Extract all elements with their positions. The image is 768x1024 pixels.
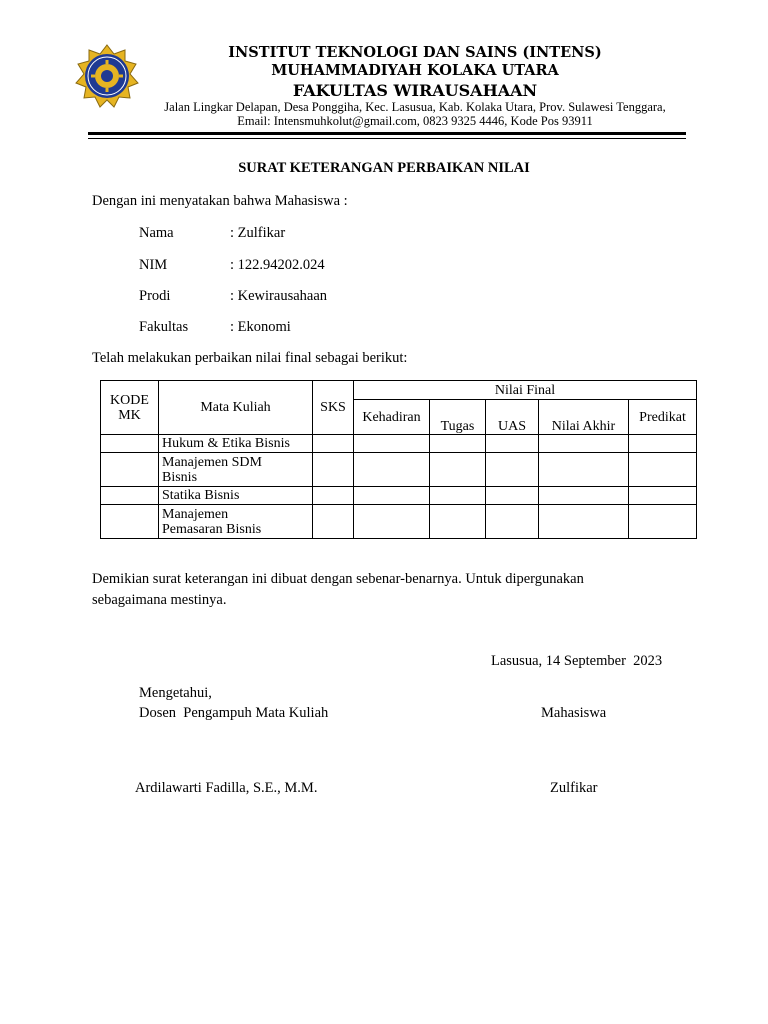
cell-kehadiran xyxy=(354,487,430,505)
column-header-tugas: Tugas xyxy=(430,400,486,435)
cell-predikat xyxy=(629,453,697,487)
cell-predikat xyxy=(629,487,697,505)
student-role: Mahasiswa xyxy=(541,705,607,721)
field-value-nim: : 122.94202.024 xyxy=(230,257,325,273)
field-label-nama: Nama xyxy=(139,225,174,241)
column-header-mata-kuliah: Mata Kuliah xyxy=(159,381,313,435)
closing-text-line2: sebagaimana mestinya. xyxy=(92,592,227,608)
cell-sks xyxy=(313,435,354,453)
column-header-uas: UAS xyxy=(486,400,539,435)
column-header-predikat: Predikat xyxy=(629,400,697,435)
cell-kode xyxy=(101,487,159,505)
cell-kehadiran xyxy=(354,435,430,453)
cell-kehadiran xyxy=(354,453,430,487)
cell-kode xyxy=(101,435,159,453)
cell-predikat xyxy=(629,505,697,539)
document-title: SURAT KETERANGAN PERBAIKAN NILAI xyxy=(238,160,530,176)
institution-name: INSTITUT TEKNOLOGI DAN SAINS (INTENS) xyxy=(228,44,602,61)
cell-mata-kuliah: Manajemen SDM Bisnis xyxy=(159,453,313,487)
cell-mata-kuliah: Hukum & Etika Bisnis xyxy=(159,435,313,453)
place-date: Lasusua, 14 September 2023 xyxy=(491,653,663,669)
field-label-fakultas: Fakultas xyxy=(139,319,189,335)
university-seal-icon xyxy=(68,44,146,108)
field-value-nama: : Zulfikar xyxy=(230,225,286,241)
lecturer-name: Ardilawarti Fadilla, S.E., M.M. xyxy=(135,780,318,796)
table-row xyxy=(101,453,697,487)
cell-uas xyxy=(486,505,539,539)
table-row xyxy=(101,435,697,453)
cell-sks xyxy=(313,487,354,505)
foundation-name: MUHAMMADIYAH KOLAKA UTARA xyxy=(271,62,559,79)
intro-text: Dengan ini menyatakan bahwa Mahasiswa : xyxy=(92,193,348,209)
column-header-sks: SKS xyxy=(313,381,354,435)
letterhead-divider-thin xyxy=(88,138,686,139)
cell-uas xyxy=(486,487,539,505)
column-header-kehadiran: Kehadiran xyxy=(354,400,430,435)
faculty-name: FAKULTAS WIRAUSAHAAN xyxy=(292,81,538,100)
column-header-nilai-akhir: Nilai Akhir xyxy=(539,400,629,435)
letterhead-divider-thick xyxy=(88,132,686,135)
field-value-prodi: : Kewirausahaan xyxy=(230,288,328,304)
cell-nilai-akhir xyxy=(539,487,629,505)
cell-tugas xyxy=(430,435,486,453)
institution-contact: Email: Intensmuhkolut@gmail.com, 0823 9325 4446, Kode Pos 93911 xyxy=(237,114,593,128)
lecturer-role: Dosen Pengampuh Mata Kuliah xyxy=(139,705,329,721)
cell-mata-kuliah: Manajemen Pemasaran Bisnis xyxy=(159,505,313,539)
acknowledged-label: Mengetahui, xyxy=(139,685,212,701)
cell-sks xyxy=(313,453,354,487)
cell-kode xyxy=(101,505,159,539)
cell-uas xyxy=(486,453,539,487)
cell-kode xyxy=(101,453,159,487)
cell-tugas xyxy=(430,453,486,487)
cell-tugas xyxy=(430,505,486,539)
field-label-prodi: Prodi xyxy=(139,288,171,304)
cell-predikat xyxy=(629,435,697,453)
student-name: Zulfikar xyxy=(550,780,598,796)
cell-mata-kuliah: Statika Bisnis xyxy=(159,487,313,505)
field-label-nim: NIM xyxy=(139,257,168,273)
table-row xyxy=(101,487,697,505)
column-header-kode: KODE MK xyxy=(101,381,159,435)
cell-kehadiran xyxy=(354,505,430,539)
cell-sks xyxy=(313,505,354,539)
cell-uas xyxy=(486,435,539,453)
column-group-nilai-final: Nilai Final xyxy=(354,381,697,400)
cell-nilai-akhir xyxy=(539,453,629,487)
cell-tugas xyxy=(430,487,486,505)
cell-nilai-akhir xyxy=(539,435,629,453)
institution-address: Jalan Lingkar Delapan, Desa Ponggiha, Kec. Lasusua, Kab. Kolaka Utara, Prov. Sulawesi Tenggara, xyxy=(164,100,666,114)
table-intro-text: Telah melakukan perbaikan nilai final sebagai berikut: xyxy=(92,350,408,366)
field-value-fakultas: : Ekonomi xyxy=(230,319,291,335)
closing-text-line1: Demikian surat keterangan ini dibuat dengan sebenar-benarnya. Untuk dipergunakan xyxy=(92,571,584,587)
cell-nilai-akhir xyxy=(539,505,629,539)
table-row xyxy=(101,505,697,539)
grades-table xyxy=(100,380,697,539)
